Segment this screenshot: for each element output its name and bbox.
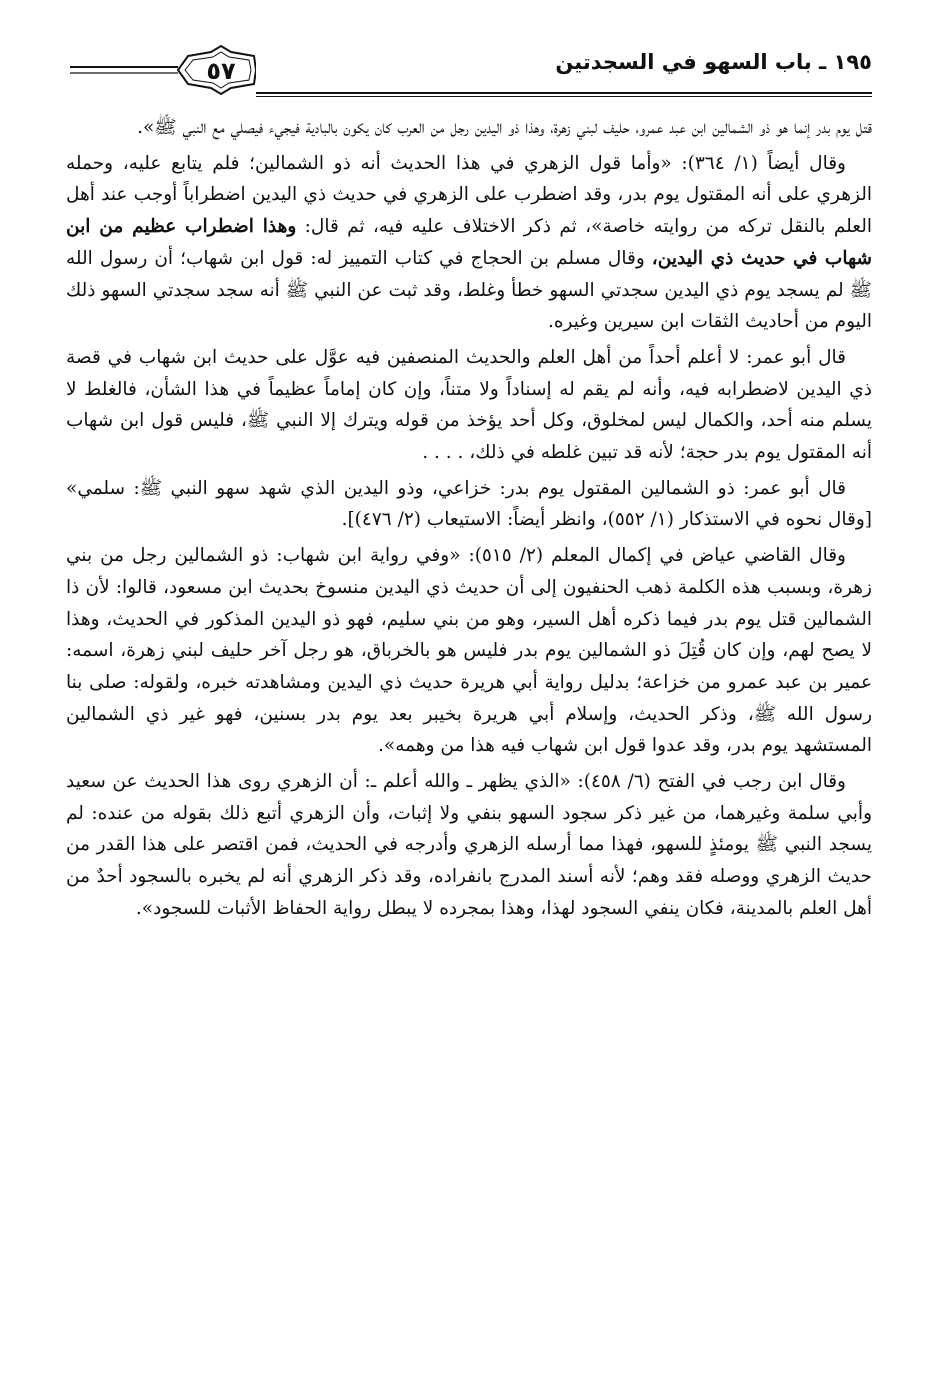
paragraph <box>66 766 872 925</box>
paragraph-text-tail: وقال مسلم بن الحجاج في كتاب التمييز له: قول ابن شهاب؛ أن رسول الله ﷺ لم يسجد يوم ذي اليدين سجدتي السهو خطأ وغلط، وقد ثبت عن النبي ﷺ أنه سجد سجدتي السهو ذلك اليوم من أحاديث الثقات ابن سيرين وغيره. <box>66 247 872 333</box>
paragraph-text: وقال القاضي عياض في إكمال المعلم (٢/ ٥١٥): «وفي رواية ابن شهاب: ذو الشمالين رجل من بني زهرة، وبسبب هذه الكلمة ذهب الحنفيون إلى أن حديث ذي اليدين منسوخ بحديث ابن مسعود، قالوا: لأن ذا الشمالين قتل يوم بدر فيما ذكره أهل السير، وهو من بني سليم، فهو ذو اليدين المذكور في الحديث، وهذا لا يصح لهم، وإن كان قُتِلَ ذو الشمالين يوم بدر فليس هو بالخرباق، هو رجل آخر حليف لبني زهرة، اسمه: عمير بن عبد عمرو من خزاعة؛ بدليل رواية أبي هريرة حديث ذي اليدين ومشاهدته خبره، ولقوله: صلى بنا رسول الله ﷺ، وذكر الحديث، وإسلام أبي هريرة بخيبر بعد يوم بدر بسنين، فهو غير ذي الشمالين المستشهد يوم بدر، وقد عدوا قول ابن شهاب فيه هذا من وهمه». <box>66 545 872 757</box>
page-header <box>66 42 872 98</box>
chapter-title: ١٩٥ ـ باب السهو في السجدتين <box>555 50 872 74</box>
paragraph-text: قتل يوم بدر إنما هو ذو الشمالين ابن عبد عمرو، حليف لبني زهرة، وهذا ذو اليدين رجل من العرب كان يكون بالبادية فيجيء فيصلي مع النبي ﷺ». <box>137 117 872 138</box>
header-rule-thin <box>256 96 872 97</box>
paragraph <box>66 148 872 338</box>
paragraph <box>66 540 872 762</box>
paragraph <box>66 473 872 536</box>
paragraph <box>66 112 872 144</box>
page-number-ornament <box>66 42 256 98</box>
paragraph <box>66 342 872 469</box>
paragraph-text: قال أبو عمر: لا أعلم أحداً من أهل العلم والحديث المنصفين فيه عوَّل على حديث ابن شهاب في قصة ذي اليدين لاضطرابه فيه، وأنه لم يقم له إسناداً ولا متناً، وإن كان إماماً عظيماً في هذا الشأن، فالغلط لا يسلم منه أحد، والكمال ليس لمخلوق، وكل أحد يؤخذ من قوله ويترك إلا النبي ﷺ، فليس قول ابن شهاب أنه المقتول يوم بدر حجة؛ لأنه قد تبين غلطه في ذلك، . . . . <box>66 346 872 464</box>
paragraph-text: قال أبو عمر: ذو الشمالين المقتول يوم بدر: خزاعي، وذو اليدين الذي شهد سهو النبي ﷺ: سلمي» [وقال نحوه في الاستذكار (١/ ٥٥٢)، وانظر أيضاً: الاستيعاب (٢/ ٤٧٦)]. <box>66 477 872 531</box>
header-rule <box>256 92 872 94</box>
bold-phrase: وهذا اضطراب عظيم من ابن شهاب في حديث ذي اليدين، <box>66 216 872 269</box>
paragraph-text: وقال أيضاً (١/ ٣٦٤): «وأما قول الزهري في هذا الحديث أنه ذو الشمالين؛ فلم يتابع عليه، وحمله الزهري على أنه المقتول يوم بدر، وقد اضطرب على الزهري في حديث ذي اليدين اضطراباً أوجب عند أهل العلم بالنقل تركه من روايته خاصة»، ثم ذكر الاختلاف عليه فيه، ثم قال: <box>66 152 872 238</box>
main-text <box>66 112 872 929</box>
page-number: ٥٧ <box>206 57 236 85</box>
paragraph-text: وقال ابن رجب في الفتح (٦/ ٤٥٨): «الذي يظهر ـ والله أعلم ـ: أن الزهري روى هذا الحديث عن سعيد وأبي سلمة وغيرهما، من غير ذكر سجود السهو بنفي ولا إثبات، وأن الزهري أتبع ذلك بقوله من عنده: لم يسجد النبي ﷺ يومئذٍ للسهو، فهذا مما أرسله الزهري وأدرجه في الحديث، فمن اقتصر على هذا القدر من حديث الزهري ووصله فقد وهم؛ لأنه أسند المدرج بانفراده، وقد ذكر الزهري أنه لم يخبره بالسجود أحدٌ من أهل العلم بالمدينة، فكان ينفي السجود لهذا، وهذا بمجرده لا يبطل رواية الحفاظ الأثبات للسجود». <box>66 771 872 919</box>
